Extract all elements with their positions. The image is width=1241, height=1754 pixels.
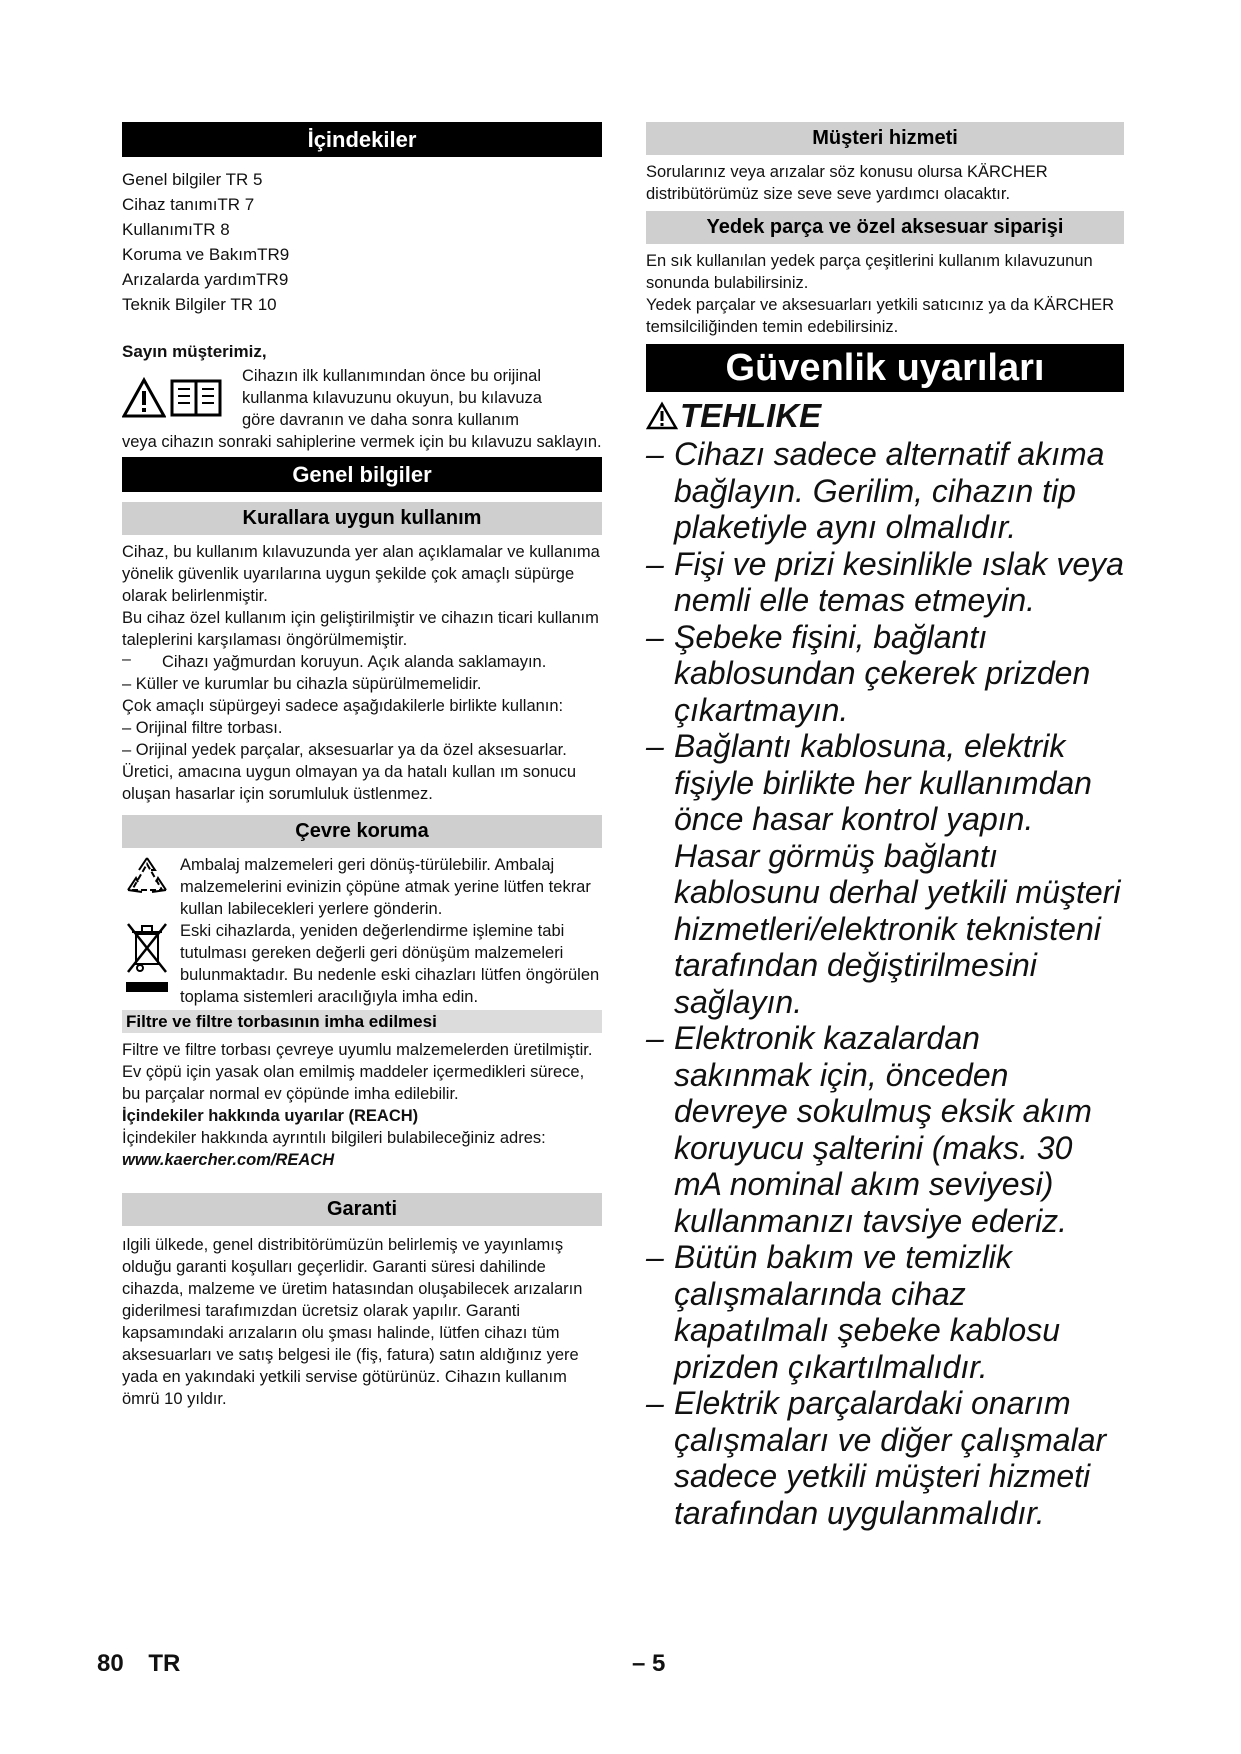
warning-item	[646, 546, 1124, 619]
manual-book-icon	[170, 377, 222, 419]
general-header: Genel bilgiler	[122, 457, 602, 492]
proper-use-paragraph: Cihaz, bu kullanım kılavuzunda yer alan açıklamalar ve kullanıma yönelik güvenlik uyarılarına uygun şekilde çok amaçlı süpürge olarak belirlenmiştir.	[122, 543, 600, 605]
intro-line: kullanma kılavuzunu okuyun, bu kılavuza	[242, 389, 542, 407]
list-item: – Küller ve kurumlar bu cihazla süpürülmemelidir.	[122, 675, 482, 693]
warning-item	[646, 619, 1124, 729]
toc-header: İçindekiler	[122, 122, 602, 157]
service-paragraph: Sorularınız veya arızalar söz konusu olursa KÄRCHER distribütörümüz size seve seve yardımcı olacaktır.	[646, 163, 1048, 203]
proper-use-paragraph: Çok amaçlı süpürgeyi sadece aşağıdakilerle birlikte kullanın:	[122, 697, 564, 715]
toc-item[interactable]: Koruma ve BakımTR9	[122, 245, 290, 264]
dash-marker: –	[646, 1385, 664, 1421]
warning-item	[646, 1385, 1124, 1531]
env-paragraph: Eski cihazlarda, yeniden değerlendirme işlemine tabi tutulması gereken değerli geri dönüşüm malzemeleri bulunmaktadır. Bu nedenle eski cihazları lütfen öngörülen toplama sistemleri aracılığıyla imha edin.	[180, 922, 600, 1006]
toc-item[interactable]: KullanımıTR 8	[122, 220, 230, 239]
list-item-text: Cihazı yağmurdan koruyun. Açık alanda saklamayın.	[162, 653, 547, 671]
reach-title: İçindekiler hakkında uyarılar (REACH)	[122, 1107, 419, 1125]
warning-item	[646, 1020, 1124, 1239]
intro-line: göre davranın ve daha sonra kullanım	[242, 411, 520, 429]
parts-header: Yedek parça ve özel aksesuar siparişi	[646, 211, 1124, 244]
recycle-icon	[122, 854, 172, 900]
env-recycle-block	[122, 854, 602, 920]
greeting: Sayın müşterimiz,	[122, 342, 267, 361]
warning-text: Şebeke fişini, bağlantı kablosundan çekerek prizden çıkartmayın.	[674, 618, 1091, 728]
proper-use-header: Kurallara uygun kullanım	[122, 502, 602, 535]
toc-item[interactable]: Teknik Bilgiler TR 10	[122, 295, 277, 314]
toc-item[interactable]: Arızalarda yardımTR9	[122, 270, 289, 289]
list-item	[122, 651, 602, 673]
intro-rest: veya cihazın sonraki sahiplerine vermek için bu kılavuzu saklayın.	[122, 433, 602, 451]
intro-block	[122, 365, 602, 431]
right-column	[646, 122, 1124, 1531]
safety-header: Güvenlik uyarıları	[646, 344, 1124, 392]
proper-use-paragraph: Bu cihaz özel kullanım için geliştirilmiştir ve cihazın ticari kullanım taleplerini karşılaması öngörülmemiştir.	[122, 609, 599, 649]
dash-marker: –	[646, 1020, 664, 1056]
dash-marker: –	[646, 1239, 664, 1275]
crossed-bin-icon	[122, 920, 172, 1000]
danger-label: TEHLIKE	[680, 397, 822, 434]
env-paragraph: Ambalaj malzemeleri geri dönüş-türülebilir. Ambalaj malzemelerini evinizin çöpüne atmak yerine lütfen tekrar kullan labilecekleri yerlere gönderin.	[180, 856, 591, 918]
service-header: Müşteri hizmeti	[646, 122, 1124, 155]
filter-paragraph: Ev çöpü için yasak olan emilmiş maddeler içermedikleri sürece, bu parçalar normal ev çöpünde imha edilebilir.	[122, 1063, 585, 1103]
language-code: TR	[148, 1650, 181, 1677]
dash-marker: –	[646, 436, 664, 472]
warning-text: Bütün bakım ve temizlik çalışmalarında cihaz kapatılmalı şebeke kablosu prizden çıkartılmalıdır.	[674, 1239, 1060, 1385]
reach-paragraph: İçindekiler hakkında ayrıntılı bilgileri bulabileceğiniz adres:	[122, 1129, 546, 1147]
proper-use-paragraph: Üretici, amacına uygun olmayan ya da hatalı kullan ım sonucu oluşan hasarlar için sorumluluk üstlenmez.	[122, 763, 576, 803]
intro-line: Cihazın ilk kullanımından önce bu orijinal	[242, 367, 541, 385]
page-footer-center: – 5	[632, 1650, 666, 1677]
warranty-paragraph: ılgili ülkede, genel distribitörümüzün belirlemiş ve yayınlamış olduğu garanti koşulları geçerlidir. Garanti süresi dahilinde cihazda, malzeme ve üretim hatasından oluşabilecek arızaların giderilmesi tarafımızdan ücretsiz olarak yapılır. Garanti kapsamındaki arızaların olu şması halinde, lütfen cihazı tüm aksesuarları ve satış belgesi ile (fiş, fatura) satın aldığınız yere yada en yakındaki yetkili servise götürünüz. Cihazın kullanım ömrü 10 yıldır.	[122, 1236, 583, 1408]
warning-item	[646, 728, 1124, 1020]
toc-list	[122, 167, 602, 317]
list-item: – Orijinal yedek parçalar, aksesuarlar ya da özel aksesuarlar.	[122, 741, 567, 759]
parts-paragraph: En sık kullanılan yedek parça çeşitlerini kullanım kılavuzunun sonunda bulabilirsiniz.	[646, 252, 1093, 292]
warning-text: Bağlantı kablosuna, elektrik fişiyle birlikte her kullanımdan önce hasar kontrol yapın. Hasar görmüş bağlantı kablosunu derhal yetkili müşteri hizmetleri/elektronik teknisteni tarafından değiştirilmesini sağlayın.	[674, 728, 1121, 1020]
warning-text: Elektrik parçalardaki onarım çalışmaları ve diğer çalışmalar sadece yetkili müşteri hizmeti tarafından uygulanmalıdır.	[674, 1385, 1107, 1531]
warning-item	[646, 1239, 1124, 1385]
danger-triangle-icon	[646, 401, 678, 431]
warning-list	[646, 436, 1124, 1531]
warning-text: Elektronik kazalardan sakınmak için, önceden devreye sokulmuş eksik akım koruyucu şalterini (maks. 30 mA nominal akım seviyesi) kullanmanızı tavsiye ederiz.	[674, 1020, 1092, 1239]
toc-item[interactable]: Genel bilgiler TR 5	[122, 170, 263, 189]
env-header: Çevre koruma	[122, 815, 602, 848]
list-item: – Orijinal filtre torbası.	[122, 719, 283, 737]
filter-paragraph: Filtre ve filtre torbası çevreye uyumlu malzemelerden üretilmiştir.	[122, 1041, 593, 1059]
warning-item	[646, 436, 1124, 546]
page-footer-left	[97, 1650, 180, 1678]
dash-marker: –	[122, 651, 131, 668]
page-number: 80	[97, 1650, 124, 1677]
reach-link[interactable]: www.kaercher.com/REACH	[122, 1151, 335, 1169]
dash-marker: –	[646, 545, 664, 582]
warning-text: Cihazı sadece alternatif akıma bağlayın. Gerilim, cihazın tip plaketiyle aynı olmalıdır.	[674, 436, 1105, 545]
parts-paragraph: Yedek parçalar ve aksesuarları yetkili satıcınız ya da KÄRCHER temsilciliğinden temin edebilirsiniz.	[646, 296, 1115, 336]
filter-header: Filtre ve filtre torbasının imha edilmesi	[122, 1010, 602, 1033]
left-column	[122, 122, 602, 1410]
dash-marker: –	[646, 618, 664, 655]
toc-item[interactable]: Cihaz tanımıTR 7	[122, 195, 255, 214]
warranty-header: Garanti	[122, 1193, 602, 1226]
warning-triangle-icon	[122, 377, 166, 419]
dash-marker: –	[646, 728, 664, 764]
env-weee-block	[122, 920, 602, 1008]
danger-heading	[646, 396, 1124, 436]
warning-text: Fişi ve prizi kesinlikle ıslak veya nemli elle temas etmeyin.	[674, 545, 1124, 618]
